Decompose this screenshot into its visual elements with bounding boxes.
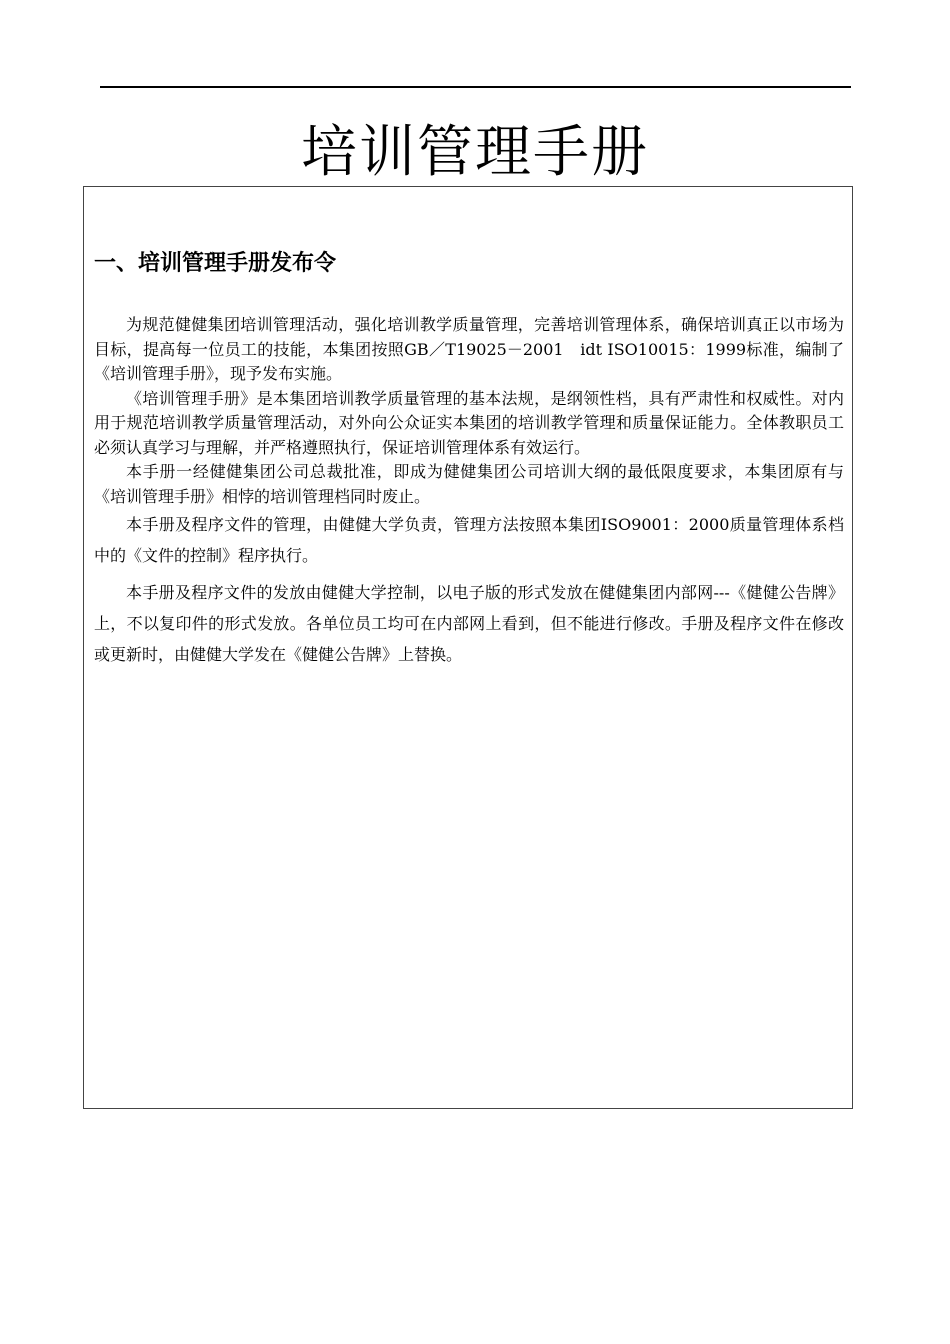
paragraph-2: 《培训管理手册》是本集团培训教学质量管理的基本法规，是纲领性档，具有严肃性和权威性。对内用于规范培训教学质量管理活动，对外向公众证实本集团的培训教学管理和质量保证能力。全体教职员工必须认真学习与理解，并严格遵照执行，保证培训管理体系有效运行。: [94, 388, 844, 457]
header-rule: [100, 86, 851, 88]
paragraph-3: 本手册一经健健集团公司总裁批准，即成为健健集团公司培训大纲的最低限度要求，本集团原有与《培训管理手册》相悖的培训管理档同时废止。: [94, 462, 844, 506]
section-heading: 一、培训管理手册发布令: [94, 251, 337, 276]
content-frame: [83, 186, 853, 1109]
paragraph-1: 为规范健健集团培训管理活动，强化培训教学质量管理，完善培训管理体系，确保培训真正以市场为目标，提高每一位员工的技能，本集团按照GB／T19025－2001 idt ISO10015：1999标准，编制了《培训管理手册》，现予发布实施。: [94, 315, 844, 383]
body-text: [94, 313, 844, 670]
document-title: 培训管理手册: [301, 120, 649, 185]
paragraph-4: 本手册及程序文件的管理，由健健大学负责，管理方法按照本集团ISO9001：2000质量管理体系档中的《文件的控制》程序执行。: [94, 515, 844, 565]
paragraph-5: 本手册及程序文件的发放由健健大学控制，以电子版的形式发放在健健集团内部网---《健健公告牌》上，不以复印件的形式发放。各单位员工均可在内部网上看到，但不能进行修改。手册及程序文件在修改或更新时，由健健大学发在《健健公告牌》上替换。: [94, 583, 844, 664]
